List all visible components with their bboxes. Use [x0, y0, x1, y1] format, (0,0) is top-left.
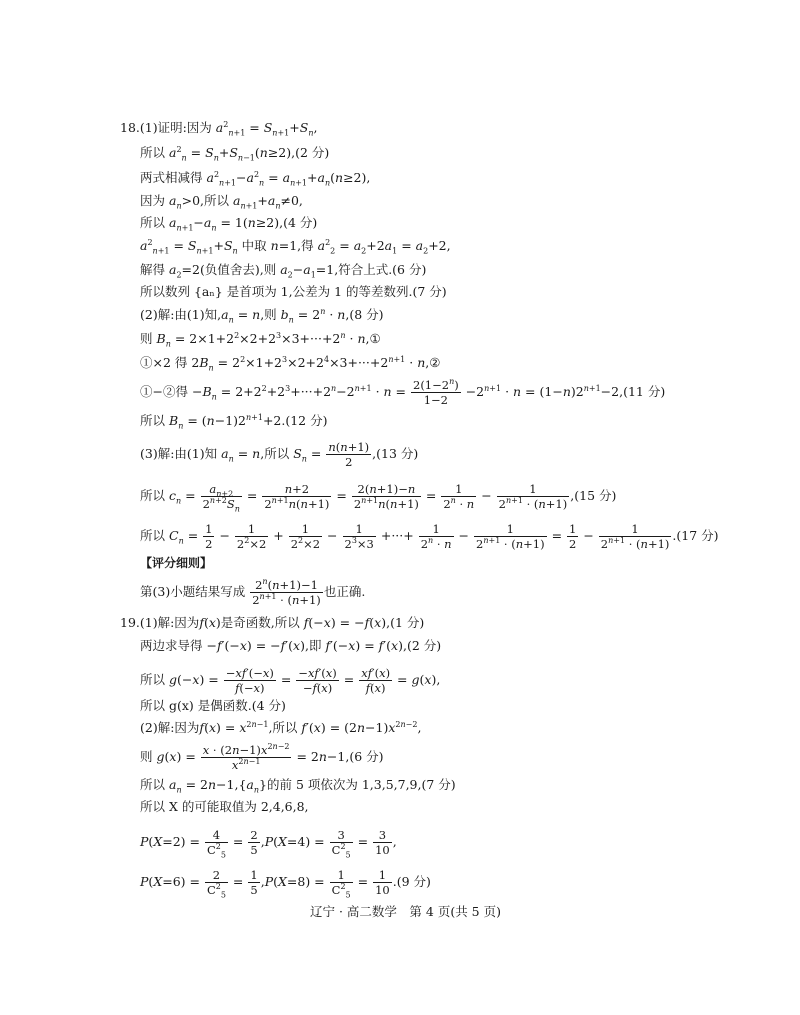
q19-line-2: 两边求导得 −f′(−x) = −f′(x),即 f′(−x) = f′(x),(2 分) — [140, 638, 442, 653]
q18-line-13: 所以 $B_n = (n-1)2^{n+1}+2.(12$ 分) — [140, 412, 328, 431]
q18-line-4: 因为 $a_n>0$,所以 $a_{n+1}+a_n\ne 0$, — [140, 193, 303, 211]
scoring-text: 第(3)小题结果写成 $\frac{2^n(n+1)-1}{2^{n+1} \cdot (n+1)}$ 也正确. — [140, 577, 366, 607]
page-footer: 辽宁 · 高二数学 第 4 页(共 5 页) — [310, 904, 501, 919]
q18-line-16: 所以 $C_n$ = $\frac{1}{2}$ − $\frac{1}{2^2\times 2}$ + $\frac{1}{2^2\times 2}$ − $\frac{1}{2^3\times 3}$ +···+ $\frac{1}{2^n \cdot n}$ − $\frac{1}{2^{n+1} \cdot (n+1)}$ = $\frac{1}{2}$ − $\frac{1}{2^{n+1} \cdot (n+1)}$ .(17 分) — [140, 522, 719, 551]
q19-line-4: 所以 g(x) 是偶函数.(4 分) — [140, 698, 286, 713]
q19-line-1: 19.(1)解:因为f(x)是奇函数,所以 f(−x) = −f(x),(1 分) — [120, 615, 425, 630]
scoring-title: 【评分细则】 — [140, 556, 213, 570]
q18-line-1: 18.(1)证明:因为 $a^2_{n+1} = S_{n+1}+S_n$, — [120, 119, 318, 138]
q18-line-8: 所以数列 {aₙ} 是首项为 1,公差为 1 的等差数列.(7 分) — [140, 284, 447, 299]
q18-number: 18. — [120, 120, 140, 135]
q19-number: 19. — [120, 615, 140, 630]
q18-line-9: (2)解:由(1)知$,a_n = n$,则 $b_n = 2^n \cdot n,(8$ 分) — [140, 306, 384, 325]
q18-line-5: 所以 $a_{n+1}-a_n = 1(n\ge 2),(4$ 分) — [140, 215, 318, 233]
q18-line-7: 解得 $a_2=2$(负值舍去),则 $a_2-a_1=1$,符合上式.(6 分) — [140, 262, 427, 280]
q19-line-8: 所以 X 的可能取值为 2,4,6,8, — [140, 799, 309, 814]
q18-line-15: 所以 $c_n$ = $\frac{a_{n+2}}{2^{n+2}S_n}$ = $\frac{n+2}{2^{n+1}n(n+1)}$ = $\frac{2(n+1)-n}{2^{n+1}n(n+1)}$ = $\frac{1}{2^n \cdot n}$ − $\frac{1}{2^{n+1} \cdot (n+1)}$ ,(15 分) — [140, 482, 617, 514]
q18-line-11: ①×2 得 $2B_n = 2^2\times 1+2^3\times 2+2^4\times 3+\cdot\cdot\cdot+2^{n+1}$ · n,② — [140, 354, 441, 373]
q19-line-9: P(X=2) = $\frac{4}{C^2_5}$ = $\frac{2}{5}$ ,P(X=4) = $\frac{3}{C^2_5}$ = $\frac{3}{10}$ , — [140, 828, 397, 860]
q19-line-7: 所以 $a_n = 2n-1,\{a_n\}$的前 5 项依次为 1,3,5,7,9,(7 分) — [140, 777, 456, 795]
q18-line-3: 两式相减得 $a^2_{n+1}-a^2_n = a_{n+1}+a_n(n\ge 2)$, — [140, 169, 371, 188]
q18-line-14: (3)解:由(1)知 $a_n = n$,所以 $S_n$ = $\frac{n(n+1)}{2}$ ,(13 分) — [140, 440, 419, 469]
q18-line-2: 所以 $a^2_n = S_n+S_{n-1}(n\ge 2),(2$ 分) — [140, 144, 330, 163]
q18-line-6: $a^2_{n+1} = S_{n+1}+S_n$ 中取 n=1,得 $a^2_2 = a_2+2a_1 = a_2+2$, — [140, 237, 451, 256]
q18-line-10: 则 $B_n = 2\times 1+2^2\times 2+2^3\times 3+\cdot\cdot\cdot+2^n$ · n,① — [140, 330, 381, 349]
q19-line-5: (2)解:因为$f(x) = x^{2n-1}$,所以 $f'(x) = (2n-1)x^{2n-2}$, — [140, 719, 422, 735]
q19-line-10: P(X=6) = $\frac{2}{C^2_5}$ = $\frac{1}{5}$ ,P(X=8) = $\frac{1}{C^2_5}$ = $\frac{1}{10}$ .(9 分) — [140, 868, 431, 900]
q19-line-3: 所以 g(−x) = $\frac{-xf'(-x)}{f(-x)}$ = $\frac{-xf'(x)}{-f(x)}$ = $\frac{xf'(x)}{f(x)}$ = g(x), — [140, 666, 441, 695]
q18-line-12: ①−②得 $-B_n = 2+2^2+2^3+\cdot\cdot\cdot+2^n-2^{n+1} \cdot n$ = $\frac{2(1-2^n)}{1-2}$ $-2^{n+1} \cdot n = (1-n)2^{n+1}-2,(11$ 分) — [140, 377, 666, 407]
q19-line-6: 则 g(x) = $\frac{x \cdot (2n-1)x^{2n-2}}{x^{2n-1}}$ = 2n−1,(6 分) — [140, 742, 384, 772]
